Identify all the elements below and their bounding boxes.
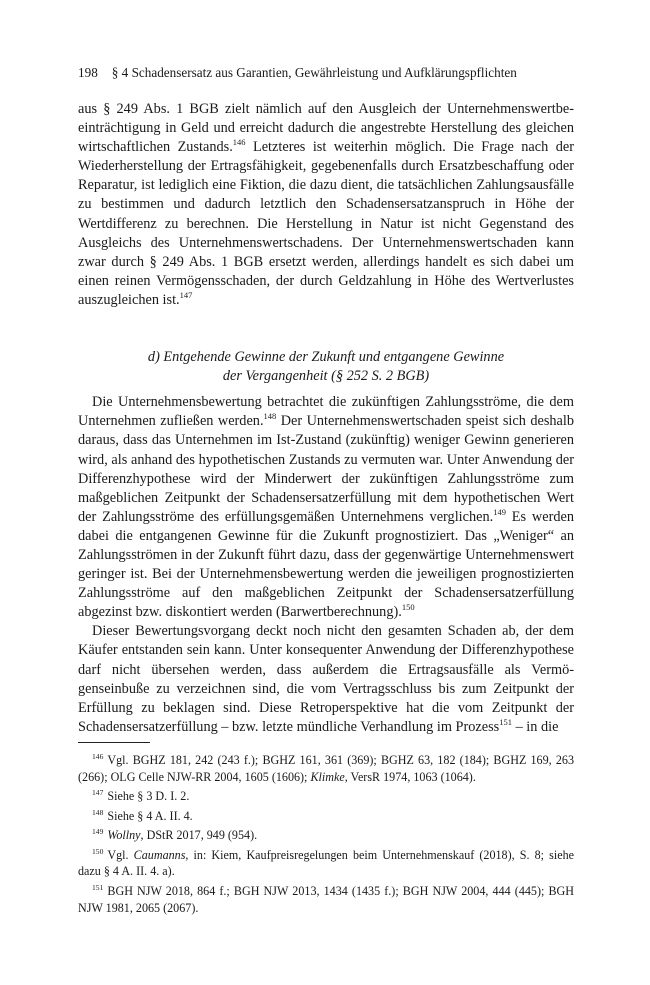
footnote-text-tail: , in: Kiem, Kaufpreisregelungen beim Unternehmenskauf (2018), S. 8; siehe dazu § 4 A. II. 4. a).	[78, 847, 574, 879]
footnote-text: Siehe § 4 A. II. 4.	[107, 808, 193, 823]
footnote-text-tail: , VersR 1974, 1063 (1064).	[344, 769, 476, 784]
paragraph-2	[78, 393, 574, 622]
paragraph-1	[78, 100, 574, 310]
footnote-148	[78, 808, 574, 825]
footnote-146	[78, 752, 574, 785]
paragraph-1-text-a: aus § 249 Abs. 1 BGB zielt nämlich auf den Ausgleich der Unternehmenswertbeeinträchtigung in Geld und erreicht dadurch die angestrebte Herstellung des gleichen wirtschaftlichen Zustands.	[78, 101, 574, 156]
page-number: 198	[78, 65, 98, 80]
footnote-number: 151	[92, 883, 104, 893]
running-header	[78, 64, 574, 82]
footnote-text: BGH NJW 2018, 864 f.; BGH NJW 2013, 1434 (1435 f.); BGH NJW 2004, 444 (445); BGH NJW 1981, 2065 (2067).	[78, 884, 574, 915]
footnote-ref-148[interactable]: 148	[263, 411, 277, 422]
footnote-151	[78, 883, 574, 916]
footnote-ref-150[interactable]: 150	[401, 602, 415, 613]
running-title: § 4 Schadensersatz aus Garantien, Gewährleistung und Aufklärungspflichten	[111, 65, 517, 80]
footnote-number: 147	[92, 788, 104, 798]
footnote-author: Caumanns	[133, 847, 186, 862]
footnote-author: Wollny	[107, 828, 141, 843]
footnote-147	[78, 788, 574, 805]
footnote-text: Vgl. BGHZ 181, 242 (243 f.); BGHZ 161, 361 (369); BGHZ 63, 182 (184); BGHZ 169, 263 (266); OLG Celle NJW-RR 2004, 1605 (1606);	[78, 752, 574, 784]
paragraph-2-text-c: Es werden dabei die entgangenen Gewinne für die Zukunft prognostiziert. Das „Weniger“ an Zahlungsströmen in der Zukunft führt dazu, dass der gegenwärtige Unternehmenswert geringer ist. Bei der Unternehmensbewertung werden die jeweiligen prognostizierten Zahlungsströme auf den maßgeblichen Zeitpunkt der Schadensersatzerfüllung abgezinst bzw. diskontiert werden (Barwertberechnung).	[78, 508, 574, 621]
footnote-number: 146	[92, 751, 104, 761]
footnotes	[78, 752, 574, 916]
footnote-divider	[78, 742, 150, 743]
footnote-text: Vgl.	[107, 847, 134, 862]
section-heading-line-1: d) Entgehende Gewinne der Zukunft und entgangene Gewinne	[147, 349, 505, 366]
footnote-number: 150	[92, 846, 104, 856]
footnote-text: Siehe § 3 D. I. 2.	[107, 789, 190, 804]
book-page	[78, 64, 574, 919]
footnote-number: 149	[92, 827, 104, 837]
paragraph-1-text-b: Letzteres ist weiterhin möglich. Die Frage nach der Wiederherstellung der Ertragsfähigkeit, gegebenenfalls durch Ersatzbeschaffung oder Reparatur, ist lediglich eine Fiktion, die dazu dient, die tatsächlichen Zahlungsausfälle zu bestimmen und dadurch letztlich den Schadensersatzanspruch in Höhe der Wertdifferenz zu berechnen. Die Herstellung in Natur ist nicht Gegenstand des Ausgleichs des Unternehmenswertschadens. Der Unternehmenswertschaden kann zwar durch § 249 Abs. 1 BGB ersetzt werden, allerdings handelt es sich dabei um einen reinen Vermögensschaden, der durch Geldzahlung in Höhe des Wertverlustes auszugleichen ist.	[78, 139, 574, 308]
footnote-author: Klimke	[310, 769, 345, 784]
paragraph-3-text-b: – in die	[512, 718, 559, 735]
paragraph-3	[78, 622, 574, 737]
footnote-ref-147[interactable]: 147	[179, 289, 193, 300]
footnote-ref-149[interactable]: 149	[493, 506, 506, 517]
section-heading	[78, 348, 574, 386]
footnote-ref-151[interactable]: 151	[499, 716, 512, 727]
footnote-150	[78, 847, 574, 880]
footnote-number: 148	[92, 807, 104, 817]
footnote-text-tail: , DStR 2017, 949 (954).	[140, 828, 258, 843]
paragraph-2-text-b: Der Unternehmenswertschaden speist sich deshalb daraus, dass das Unternehmen im Ist-Zustand (zukünftig) weniger Gewinn generieren wird, als anhand des hypothetischen Zustands zu vermuten war. Unter Anwendung der Differenzhypothese wird der Minderwert der zukünftigen Zahlungsströme zum maßgeblichen Zeitpunkt der Schadensersatzerfüllung mit dem hypothetischen Wert der Zahlungsströme des erfüllungsgemäßen Unternehmens verglichen.	[78, 413, 574, 525]
paragraph-2-text-a: Die Unternehmensbewertung betrachtet die zukünftigen Zahlungsströme, die dem Unternehmen zufließen werden.	[78, 394, 574, 430]
section-heading-line-2: der Vergangenheit (§ 252 S. 2 BGB)	[222, 368, 430, 385]
footnote-149	[78, 827, 574, 844]
footnote-ref-146[interactable]: 146	[232, 137, 246, 148]
main-text	[78, 100, 574, 737]
paragraph-3-text-a: Dieser Bewertungsvorgang deckt noch nicht den gesamten Schaden ab, der dem Käufer entstanden sein kann. Unter konsequenter Anwendung der Differenzhypothese darf nicht übersehen werden, dass außerdem die Ertragsausfälle als Vermögenseinbuße zu verzeichnen sind, die vom Vertragsschluss bis zum Zeitpunkt der Erfüllung zu beklagen sind. Diese Retroperspektive hat die vom Zeitpunkt der Schadensersatzerfüllung – bzw. letzte mündliche Verhandlung im Prozess	[78, 623, 574, 735]
